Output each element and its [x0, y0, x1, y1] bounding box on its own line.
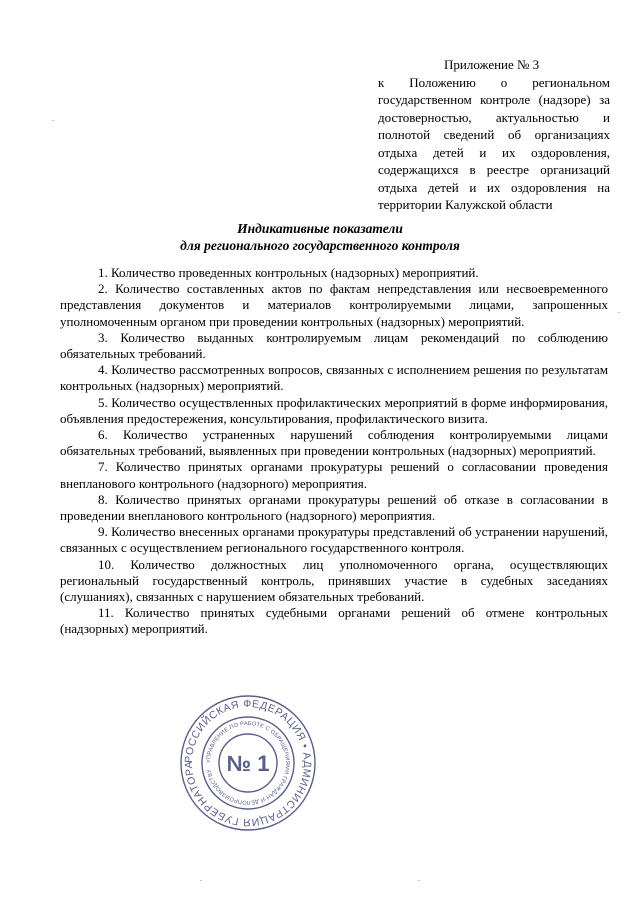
list-item: 8. Количество принятых органами прокуратуры решений об отказе в согласовании в проведении внепланового контрольного (надзорного) мероприятия.: [60, 491, 608, 524]
document-heading: [0, 220, 640, 254]
list-item: 7. Количество принятых органами прокуратуры решений о согласовании проведения внепланового контрольного (надзорного) мероприятия.: [60, 459, 608, 491]
list-item: 1. Количество проведенных контрольных (надзорных) мероприятий.: [98, 265, 479, 280]
scan-speck: [200, 880, 202, 881]
stamp-number: № 1: [226, 751, 270, 776]
stamp-inner-text: УПРАВЛЕНИЕ ПО РАБОТЕ С ОБРАЩЕНИЯМИ ГРАЖДАН И ДЕЛОПРОИЗВОДСТВУ: [205, 720, 291, 806]
official-stamp: [178, 693, 318, 833]
list-item: 11. Количество принятых судебными органами решений об отмене контрольных (надзорных) мероприятий.: [60, 605, 608, 637]
list-item: 6. Количество устраненных нарушений соблюдения контролируемыми лицами обязательных требований, выявленных при проведении контрольных (надзорных) мероприятий.: [60, 427, 608, 459]
appendix-title: Приложение № 3: [444, 57, 540, 72]
list-item: 2. Количество составленных актов по фактам непредставления или несвоевременного представления документов и материалов контролируемыми лицами, запрошенных уполномоченным органом при проведении контрольных (надзорных) мероприятий.: [60, 281, 608, 329]
scan-speck: [618, 312, 620, 313]
scan-speck: [418, 880, 420, 881]
stamp-seal-icon: [178, 693, 318, 833]
heading-line-2: для регионального государственного контроля: [180, 238, 460, 253]
stamp-outer-text: РОССИЙСКАЯ ФЕДЕРАЦИЯ • АДМИНИСТРАЦИЯ ГУБЕРНАТОРА: [182, 697, 314, 829]
list-item: 5. Количество осуществленных профилактических мероприятий в форме информирования, объявления предостережения, консультирования, профилактического визита.: [60, 394, 608, 426]
indicator-list: [60, 265, 608, 638]
list-item: 9. Количество внесенных органами прокуратуры представлений об устранении нарушений, связанных с осуществлением регионального государственного контроля.: [60, 524, 608, 556]
appendix-body: к Положению о региональном государственном контроле (надзоре) за достоверностью, актуальностью и полнотой сведений об организациях отдыха детей и их оздоровления, содержащихся в реестре организаций отдыха детей и их оздоровления на территории Калужской области: [378, 74, 610, 212]
scan-speck: [52, 120, 54, 121]
list-item: 10. Количество должностных лиц уполномоченного органа, осуществляющих региональный государственный контроль, принявших участие в судебных заседаниях (слушаниях), связанных с нарушением обязательных требований.: [60, 556, 608, 605]
appendix-block: [378, 56, 610, 214]
list-item: 4. Количество рассмотренных вопросов, связанных с исполнением решения по результатам контрольных (надзорных) мероприятий.: [60, 362, 608, 394]
heading-line-1: Индикативные показатели: [237, 221, 403, 236]
list-item: 3. Количество выданных контролируемым лицам рекомендаций по соблюдению обязательных требований.: [60, 329, 608, 362]
